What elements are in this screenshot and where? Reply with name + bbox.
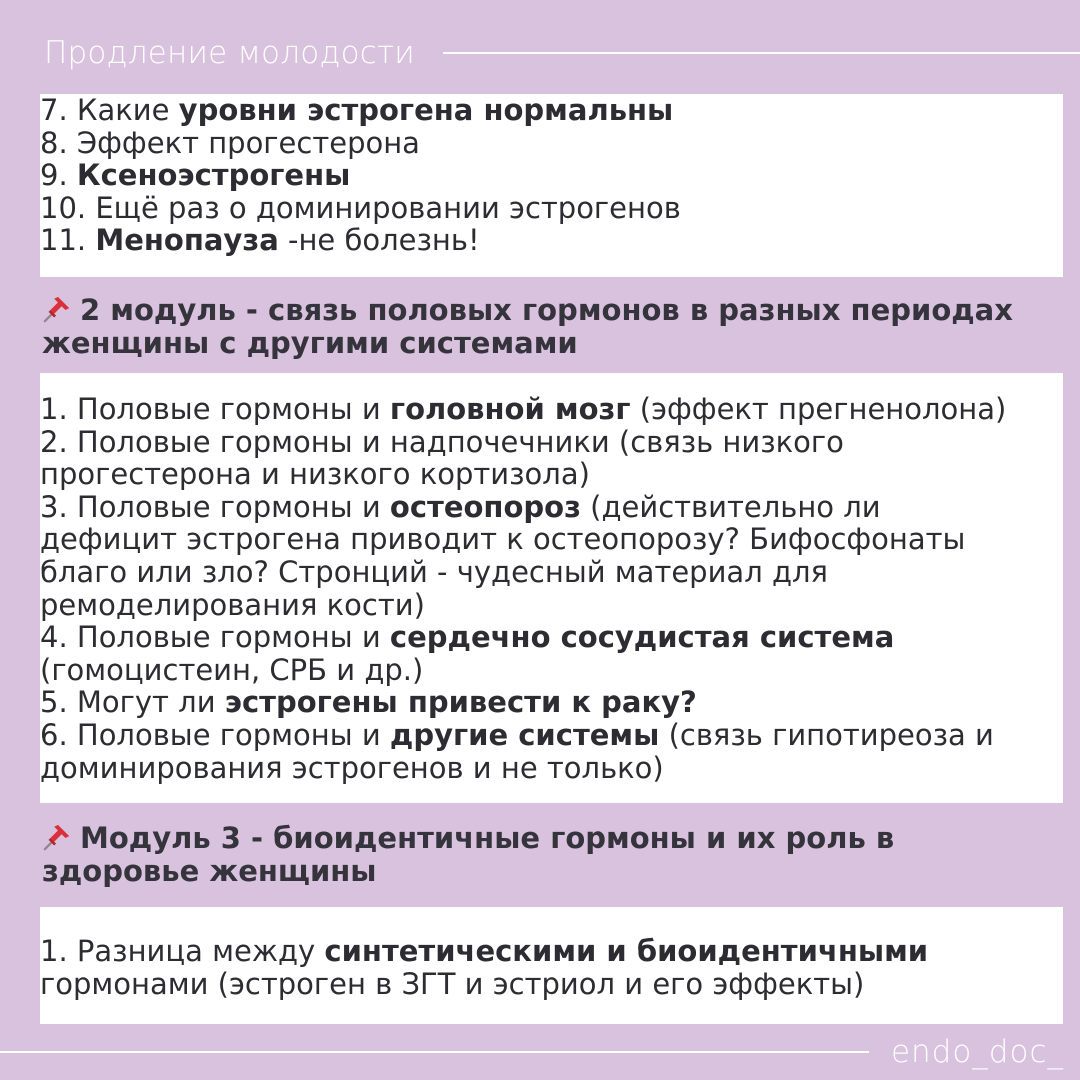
list-item-emphasis: другие системы bbox=[389, 717, 660, 752]
list-item bbox=[40, 621, 1063, 654]
header-divider bbox=[443, 52, 1080, 54]
module1-content-box bbox=[40, 94, 1063, 277]
list-item-text: 11. bbox=[40, 223, 96, 258]
list-item bbox=[40, 935, 1063, 968]
page-header bbox=[44, 30, 1080, 76]
list-item bbox=[40, 752, 1063, 785]
list-item-text-rest: -не болезнь! bbox=[278, 223, 480, 258]
list-item-text: 1. Половые гормоны и bbox=[40, 392, 390, 426]
list-item-emphasis: уровни эстрогена нормальны bbox=[178, 93, 674, 127]
list-item-text: доминирования эстрогенов и не только) bbox=[40, 750, 664, 785]
list-item-text: благо или зло? Стронций - чудесный материал для bbox=[40, 554, 828, 589]
module3-heading-line1 bbox=[42, 822, 1062, 855]
module2-heading bbox=[42, 294, 1062, 360]
list-item-text: гормонами (эстроген в ЗГТ и эстриол и его эффекты) bbox=[40, 966, 865, 1001]
footer-handle: endo_doc_ bbox=[890, 1034, 1064, 1070]
module2-heading-line1 bbox=[42, 294, 1062, 327]
pushpin-icon bbox=[42, 822, 72, 852]
module2-heading-text1: 2 модуль - связь половых гормонов в разных периодах bbox=[80, 293, 1013, 327]
list-item-text: 3. Половые гормоны и bbox=[40, 489, 390, 524]
list-item bbox=[40, 458, 1063, 491]
list-item bbox=[40, 224, 1063, 257]
module2-list bbox=[40, 373, 1063, 784]
list-item-text: 10. Ещё раз о доминировании эстрогенов bbox=[40, 190, 681, 225]
module1-list bbox=[40, 94, 1063, 257]
list-item-text: прогестерона и низкого кортизола) bbox=[40, 457, 590, 492]
list-item-text: дефицит эстрогена приводит к остеопорозу? Бифосфонаты bbox=[40, 522, 966, 557]
list-item bbox=[40, 719, 1063, 752]
list-item-text: 6. Половые гормоны и bbox=[40, 717, 390, 752]
module3-list bbox=[40, 907, 1063, 1000]
list-item-emphasis: синтетическими и биоидентичными bbox=[324, 934, 929, 968]
list-item bbox=[40, 686, 1063, 719]
list-item-text: 4. Половые гормоны и bbox=[40, 620, 390, 655]
list-item-text: 8. Эффект прогестерона bbox=[40, 125, 420, 160]
list-item-text-rest: (действительно ли bbox=[580, 489, 881, 524]
module2-content-box bbox=[40, 373, 1063, 803]
list-item bbox=[40, 523, 1063, 556]
page-title: Продление молодости bbox=[44, 35, 415, 71]
list-item-emphasis: Ксеноэстрогены bbox=[76, 158, 351, 193]
list-item bbox=[40, 393, 1063, 426]
module3-heading bbox=[42, 822, 1062, 888]
list-item-text: 5. Могут ли bbox=[40, 685, 225, 720]
list-item bbox=[40, 654, 1063, 687]
list-item-text: ремоделирования кости) bbox=[40, 587, 425, 622]
list-item bbox=[40, 556, 1063, 589]
list-item bbox=[40, 127, 1063, 160]
list-item-emphasis: сердечно сосудистая система bbox=[389, 620, 895, 655]
list-item bbox=[40, 159, 1063, 192]
list-item-text: 7. Какие bbox=[40, 93, 179, 127]
list-item-emphasis: эстрогены привести к раку? bbox=[224, 685, 697, 720]
module2-heading-text2: женщины с другими системами bbox=[42, 326, 578, 360]
module3-heading-text1: Модуль 3 - биоидентичные гормоны и их роль в bbox=[80, 821, 895, 855]
list-item-text-rest: (связь гипотиреоза и bbox=[659, 717, 994, 752]
module3-content-box bbox=[40, 907, 1063, 1024]
list-item-text: 1. Разница между bbox=[40, 934, 325, 968]
module3-heading-text2: здоровье женщины bbox=[42, 854, 377, 888]
list-item-text: 2. Половые гормоны и надпочечники (связь низкого bbox=[40, 424, 844, 459]
pushpin-icon bbox=[42, 294, 72, 324]
page-footer bbox=[0, 1030, 1080, 1074]
list-item-text: 9. bbox=[40, 158, 77, 193]
list-item bbox=[40, 94, 1063, 127]
list-item-emphasis: остеопороз bbox=[389, 489, 581, 524]
list-item bbox=[40, 426, 1063, 459]
list-item-text-rest: (эффект прегненолона) bbox=[630, 392, 1007, 426]
list-item bbox=[40, 491, 1063, 524]
list-item-emphasis: Менопауза bbox=[95, 223, 279, 258]
list-item-emphasis: головной мозг bbox=[389, 392, 631, 426]
list-item bbox=[40, 589, 1063, 622]
list-item bbox=[40, 968, 1063, 1001]
list-item bbox=[40, 192, 1063, 225]
list-item-text: (гомоцистеин, СРБ и др.) bbox=[40, 652, 424, 687]
footer-divider bbox=[0, 1051, 869, 1053]
